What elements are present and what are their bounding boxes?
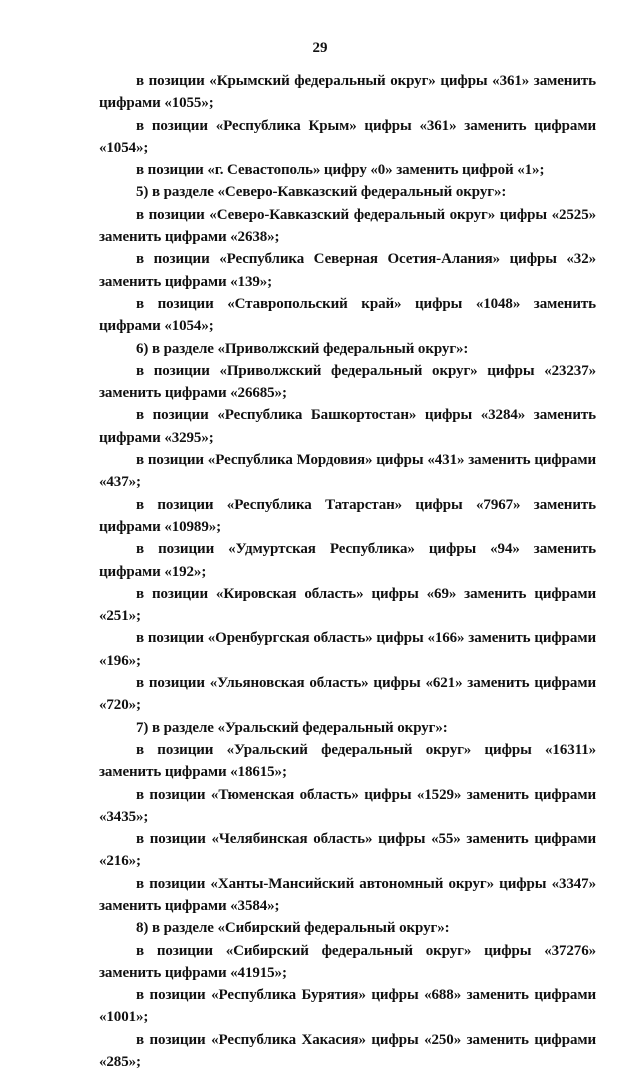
paragraph-2: в позиции «Республика Крым» цифры «361» заменить цифрами «1054»; (99, 117, 596, 156)
paragraph-9: в позиции «Приволжский федеральный округ» цифры «23237» заменить цифрами «26685»; (99, 362, 596, 402)
paragraph-18: в позиции «Уральский федеральный округ» цифры «16311» заменить цифрами «18615»; (99, 741, 596, 781)
section-heading-7: 7) в разделе «Уральский федеральный округ»: (136, 719, 448, 736)
paragraph-15: в позиции «Оренбургская область» цифры «166» заменить цифрами «196»; (99, 630, 596, 669)
paragraph-5: в позиции «Северо-Кавказский федеральный округ» цифры «2525» заменить цифрами «2638»; (99, 206, 596, 246)
paragraph-1: в позиции «Крымский федеральный округ» цифры «361» заменить цифрами «1055»; (99, 73, 596, 112)
paragraph-12: в позиции «Республика Татарстан» цифры «7967» заменить цифрами «10989»; (99, 496, 596, 535)
section-heading-8: 8) в разделе «Сибирский федеральный округ»: (136, 920, 450, 937)
paragraph-25: в позиции «Республика Хакасия» цифры «250» заменить цифрами «285»; (99, 1031, 596, 1071)
paragraph-11: в позиции «Республика Мордовия» цифры «431» заменить цифрами «437»; (99, 452, 596, 491)
document-body (99, 70, 596, 1073)
paragraph-6: в позиции «Республика Северная Осетия-Алания» цифры «32» заменить цифрами «139»; (99, 251, 596, 290)
paragraph-21: в позиции «Ханты-Мансийский автономный округ» цифры «3347» заменить цифрами «3584»; (99, 875, 596, 914)
paragraph-23: в позиции «Сибирский федеральный округ» цифры «37276» заменить цифрами «41915»; (99, 942, 596, 981)
paragraph-20: в позиции «Челябинская область» цифры «55» заменить цифрами «216»; (99, 831, 596, 870)
paragraph-7: в позиции «Ставропольский край» цифры «1048» заменить цифрами «1054»; (99, 295, 596, 335)
paragraph-24: в позиции «Республика Бурятия» цифры «688» заменить цифрами «1001»; (99, 987, 596, 1026)
section-heading-5: 5) в разделе «Северо-Кавказский федеральный округ»: (136, 184, 507, 201)
paragraph-19: в позиции «Тюменская область» цифры «1529» заменить цифрами «3435»; (99, 786, 596, 825)
page-number: 29 (312, 40, 328, 56)
paragraph-10: в позиции «Республика Башкортостан» цифры «3284» заменить цифрами «3295»; (99, 407, 596, 446)
paragraph-16: в позиции «Ульяновская область» цифры «621» заменить цифрами «720»; (99, 675, 596, 714)
section-heading-6: 6) в разделе «Приволжский федеральный округ»: (136, 340, 469, 357)
paragraph-3: в позиции «г. Севастополь» цифру «0» заменить цифрой «1»; (136, 162, 545, 179)
paragraph-14: в позиции «Кировская область» цифры «69» заменить цифрами «251»; (99, 585, 596, 625)
paragraph-13: в позиции «Удмуртская Республика» цифры «94» заменить цифрами «192»; (99, 541, 596, 580)
